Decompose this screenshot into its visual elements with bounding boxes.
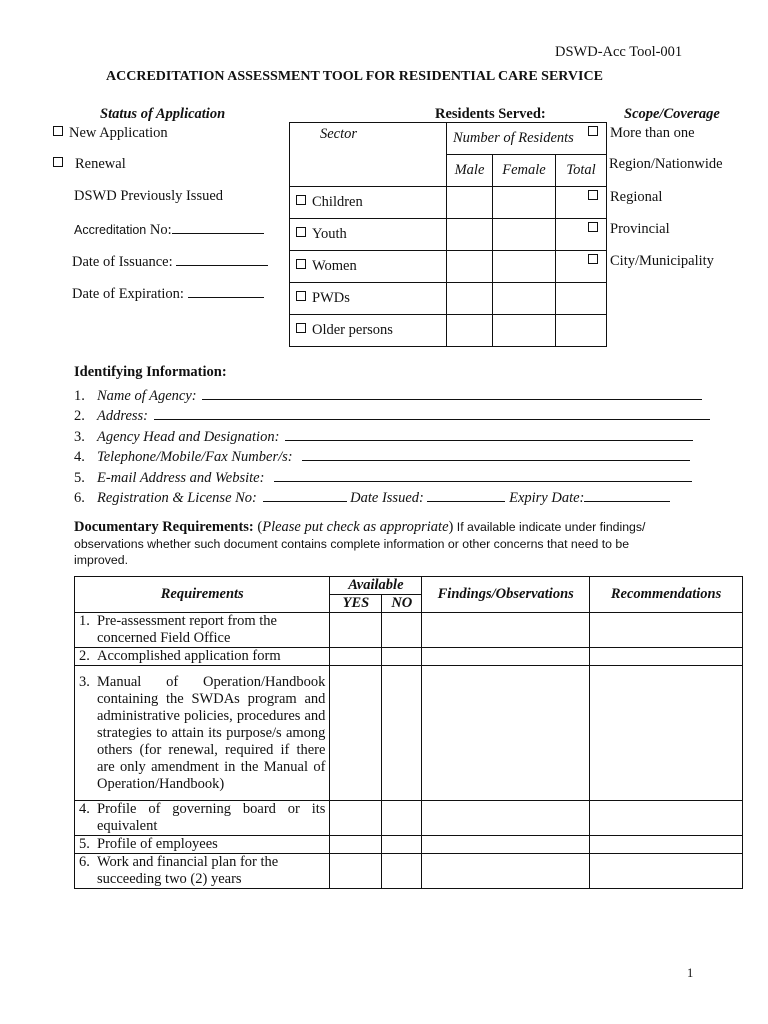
new-application-option[interactable]: [53, 125, 168, 142]
identifying-heading: Identifying Information:: [74, 364, 227, 380]
requirement-row: [75, 836, 743, 854]
no-header: NO: [382, 595, 422, 613]
provincial-checkbox[interactable]: [588, 222, 598, 232]
findings-cell[interactable]: [422, 836, 590, 854]
female-cell[interactable]: [493, 187, 556, 219]
requirement-row: [75, 613, 743, 648]
male-cell[interactable]: [447, 315, 493, 347]
sector-row: [290, 187, 607, 219]
documentary-instruction-3: improved.: [74, 553, 128, 567]
male-cell[interactable]: [447, 251, 493, 283]
previously-issued-label: DSWD Previously Issued: [74, 188, 224, 204]
requirement-number: 3.: [79, 673, 90, 690]
documentary-instruction-2: observations whether such document contains complete information or other concerns that need to be: [74, 537, 630, 551]
requirements-header: Requirements: [75, 577, 330, 613]
expiry-date-blank[interactable]: [584, 489, 670, 502]
requirement-text: Pre-assessment report from the concerned Field Office: [97, 613, 277, 646]
male-cell[interactable]: [447, 187, 493, 219]
registration-blank[interactable]: [263, 489, 347, 502]
field-blank[interactable]: [202, 387, 702, 400]
female-header: Female: [493, 155, 556, 187]
findings-cell[interactable]: [422, 613, 590, 648]
status-heading: Status of Application: [100, 106, 226, 122]
requirement-row: [75, 666, 743, 801]
female-cell[interactable]: [493, 315, 556, 347]
page-number: 1: [687, 966, 694, 980]
sector-row: [290, 315, 607, 347]
no-cell[interactable]: [382, 854, 422, 889]
yes-cell[interactable]: [330, 836, 382, 854]
female-cell[interactable]: [493, 219, 556, 251]
more-than-one-checkbox[interactable]: [588, 126, 598, 136]
requirement-number: 2.: [79, 648, 90, 664]
expiry-date-label: Expiry Date:: [509, 490, 585, 506]
accreditation-no-blank[interactable]: [172, 221, 264, 234]
regional-label: Regional: [610, 189, 663, 205]
date-issued-blank[interactable]: [427, 489, 505, 502]
requirement-text: Profile of employees: [97, 836, 218, 852]
yes-cell[interactable]: [330, 666, 382, 801]
date-expiration-field[interactable]: [72, 285, 264, 303]
requirement-row: [75, 648, 743, 666]
telephone-field[interactable]: [74, 448, 690, 466]
residents-heading: Residents Served:: [435, 106, 546, 122]
sector-label: Youth: [312, 226, 347, 242]
no-cell[interactable]: [382, 666, 422, 801]
more-than-one-label: More than one: [610, 125, 695, 141]
regional-checkbox[interactable]: [588, 190, 598, 200]
documentary-instruction-italic: Please put check as appropriate: [262, 519, 449, 535]
requirement-text: Profile of governing board or its equivalent: [97, 801, 326, 834]
recommendations-cell[interactable]: [590, 801, 743, 836]
findings-cell[interactable]: [422, 801, 590, 836]
item-number: 5.: [74, 470, 85, 486]
region-nationwide-label: Region/Nationwide: [609, 156, 723, 172]
women-checkbox[interactable]: [296, 259, 306, 269]
children-checkbox[interactable]: [296, 195, 306, 205]
field-label: E-mail Address and Website:: [97, 470, 265, 486]
sector-row: [290, 283, 607, 315]
scope-city-option[interactable]: [588, 253, 714, 270]
scope-heading: Scope/Coverage: [624, 106, 720, 122]
recommendations-cell[interactable]: [590, 648, 743, 666]
field-label: Name of Agency:: [97, 388, 197, 404]
accreditation-label: Accreditation: [74, 223, 147, 237]
date-issuance-label: Date of Issuance:: [72, 254, 173, 270]
requirement-text: Manual of Operation/Handbook containing the SWDAs program and administrative policies, procedures and strategies to attain its purpose/s among others (for renewal, required if there are only amendment in the Manual of Operation/Handbook): [97, 673, 326, 792]
field-blank[interactable]: [154, 407, 710, 420]
documentary-heading-line: [74, 519, 645, 536]
requirement-row: [75, 854, 743, 889]
youth-checkbox[interactable]: [296, 227, 306, 237]
date-expiration-label: Date of Expiration:: [72, 286, 184, 302]
renewal-option[interactable]: [53, 156, 126, 173]
yes-cell[interactable]: [330, 648, 382, 666]
recommendations-header: Recommendations: [590, 577, 743, 613]
no-cell[interactable]: [382, 836, 422, 854]
renewal-label: Renewal: [75, 156, 126, 172]
findings-cell[interactable]: [422, 854, 590, 889]
field-blank[interactable]: [274, 469, 692, 482]
new-application-checkbox[interactable]: [53, 126, 63, 136]
date-issued-label: Date Issued:: [350, 490, 424, 506]
no-cell[interactable]: [382, 613, 422, 648]
email-website-field[interactable]: [74, 469, 692, 487]
recommendations-cell[interactable]: [590, 836, 743, 854]
sector-label: Women: [312, 258, 357, 274]
date-expiration-blank[interactable]: [188, 285, 264, 298]
yes-cell[interactable]: [330, 854, 382, 889]
requirement-number: 4.: [79, 801, 90, 817]
field-blank[interactable]: [285, 428, 693, 441]
paren-close: ): [448, 519, 454, 535]
female-cell[interactable]: [493, 283, 556, 315]
scope-provincial-option[interactable]: [588, 221, 670, 238]
requirement-number: 1.: [79, 613, 90, 629]
date-issuance-field[interactable]: [72, 253, 268, 271]
male-cell[interactable]: [447, 283, 493, 315]
item-number: 3.: [74, 429, 85, 445]
scope-regional-option[interactable]: [588, 189, 662, 206]
findings-cell[interactable]: [422, 666, 590, 801]
available-header: Available: [330, 577, 422, 595]
field-label: Agency Head and Designation:: [97, 429, 280, 445]
field-label: Registration & License No:: [97, 490, 257, 506]
requirement-row: [75, 801, 743, 836]
item-number: 4.: [74, 449, 85, 465]
older-persons-checkbox[interactable]: [296, 323, 306, 333]
female-cell[interactable]: [493, 251, 556, 283]
yes-cell[interactable]: [330, 801, 382, 836]
requirements-table: [74, 576, 743, 889]
city-label: City/Municipality: [610, 253, 714, 269]
requirement-number: 5.: [79, 836, 90, 852]
new-application-label: New Application: [69, 125, 168, 141]
item-number: 1.: [74, 388, 85, 404]
yes-cell[interactable]: [330, 613, 382, 648]
documentary-heading: Documentary Requirements:: [74, 519, 254, 535]
documentary-instruction-1: If available indicate under findings/: [453, 520, 646, 534]
male-header: Male: [447, 155, 493, 187]
provincial-label: Provincial: [610, 221, 670, 237]
renewal-checkbox[interactable]: [53, 157, 63, 167]
residents-table: [289, 122, 607, 347]
paren-open: (: [257, 519, 263, 535]
number-header: Number of Residents: [447, 123, 607, 155]
pwds-checkbox[interactable]: [296, 291, 306, 301]
address-field[interactable]: [74, 407, 710, 425]
field-label: Address:: [97, 408, 149, 424]
field-label: Telephone/Mobile/Fax Number/s:: [97, 449, 293, 465]
accreditation-no-label: No:: [149, 222, 172, 238]
document-code: DSWD-Acc Tool-001: [555, 44, 683, 60]
city-checkbox[interactable]: [588, 254, 598, 264]
no-cell[interactable]: [382, 801, 422, 836]
recommendations-cell[interactable]: [590, 613, 743, 648]
requirement-text: Work and financial plan for the succeeding two (2) years: [97, 854, 279, 887]
document-title: ACCREDITATION ASSESSMENT TOOL FOR RESIDENTIAL CARE SERVICE: [106, 69, 603, 84]
sector-label: PWDs: [312, 290, 350, 306]
sector-row: [290, 251, 607, 283]
scope-more-than-one-option[interactable]: [588, 125, 695, 142]
recommendations-cell[interactable]: [590, 666, 743, 801]
item-number: 6.: [74, 490, 85, 506]
sector-row: [290, 219, 607, 251]
sector-label: Children: [312, 194, 363, 210]
sector-label: Older persons: [312, 322, 393, 338]
findings-header: Findings/Observations: [422, 577, 590, 613]
yes-header: YES: [330, 595, 382, 613]
sector-header: Sector: [290, 123, 447, 187]
total-cell[interactable]: [556, 315, 607, 347]
findings-cell[interactable]: [422, 648, 590, 666]
registration-license-field[interactable]: [74, 489, 670, 507]
field-blank[interactable]: [302, 448, 690, 461]
total-header: Total: [556, 155, 607, 187]
name-of-agency-field[interactable]: [74, 387, 702, 405]
recommendations-cell[interactable]: [590, 854, 743, 889]
requirement-text: Accomplished application form: [97, 648, 281, 664]
male-cell[interactable]: [447, 219, 493, 251]
requirement-number: 6.: [79, 854, 90, 870]
total-cell[interactable]: [556, 283, 607, 315]
item-number: 2.: [74, 408, 85, 424]
accreditation-no-field[interactable]: [74, 221, 264, 239]
date-issuance-blank[interactable]: [176, 253, 268, 266]
no-cell[interactable]: [382, 648, 422, 666]
agency-head-field[interactable]: [74, 428, 693, 446]
